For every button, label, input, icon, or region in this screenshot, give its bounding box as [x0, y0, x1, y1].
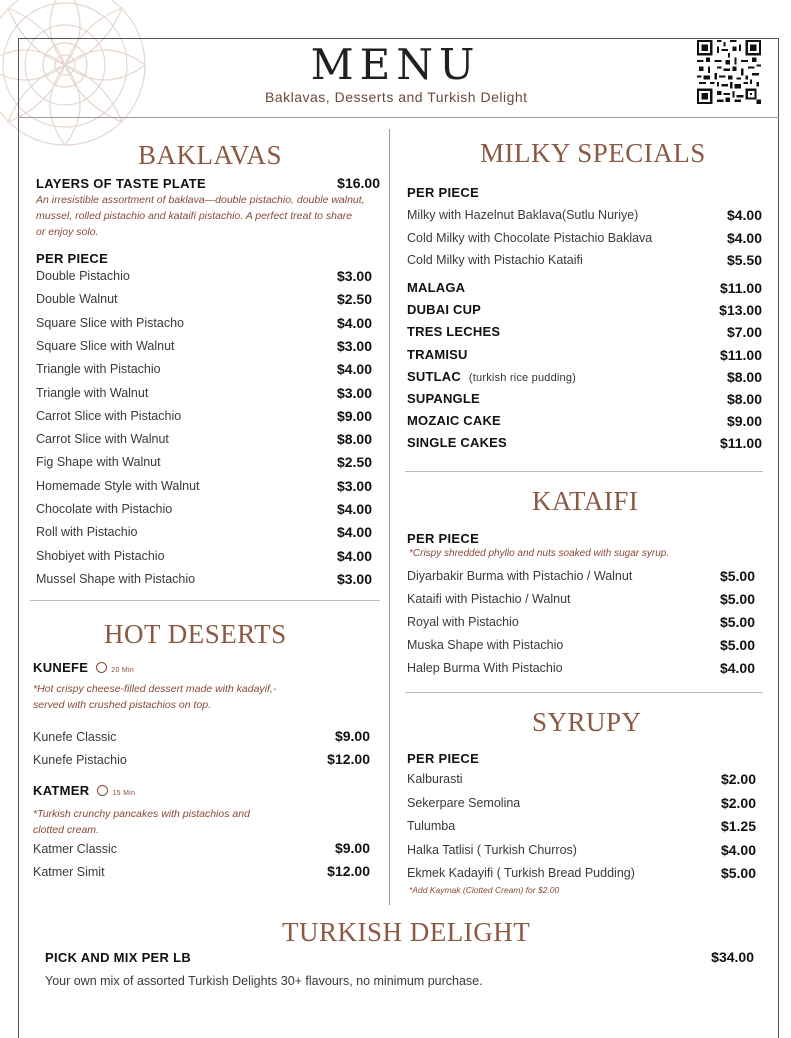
pick-and-mix-desc: Your own mix of assorted Turkish Delights 30+ flavours, no minimum purchase.	[45, 974, 483, 988]
milky-special-item-label: DUBAI CUP	[407, 302, 482, 318]
kataifi-item-name	[407, 638, 563, 652]
milky-special-item-price: $8.00	[726, 391, 762, 407]
timer-icon	[96, 662, 107, 673]
baklava-item-price: $3.00	[336, 268, 372, 284]
baklava-item-price: $2.50	[336, 454, 372, 471]
baklava-item-label: Shobiyet with Pistachio	[36, 548, 165, 563]
syrupy-item-price: $1.25	[720, 818, 756, 834]
hot-deserts-title: HOT DESERTS	[104, 619, 287, 649]
kataifi-item-name	[407, 615, 519, 629]
syrupy-item-name	[407, 843, 577, 857]
baklava-item-name	[36, 409, 181, 423]
kataifi-item-price: $5.00	[719, 614, 755, 630]
kataifi-title: KATAIFI	[532, 486, 639, 516]
qr-code-icon[interactable]	[697, 40, 761, 104]
katmer-simit-price: $12.00	[327, 863, 370, 879]
milky-special-item-price: $9.00	[726, 413, 762, 430]
katmer-heading: KATMER 15 Min	[33, 783, 136, 798]
kataifi-item-price: $4.00	[719, 660, 755, 676]
syrupy-item-name	[407, 819, 455, 833]
baklava-item-price: $4.00	[336, 314, 372, 331]
baklava-item-label: Square Slice with Walnut	[36, 338, 175, 353]
menu-title: MENU	[310, 40, 481, 89]
baklavas-title: BAKLAVAS	[138, 140, 283, 170]
syrupy-item-name	[407, 772, 463, 786]
baklava-item-name	[36, 572, 195, 586]
kunefe-pistachio: Kunefe Pistachio	[33, 753, 127, 767]
baklava-item-name	[36, 316, 184, 330]
baklava-item-label: Roll with Pistachio	[36, 525, 138, 540]
kataifi-item-label: Royal with Pistachio	[407, 615, 519, 629]
baklava-item-name	[36, 502, 172, 516]
milky-special-item-price: $11.00	[719, 280, 762, 296]
column-divider	[389, 129, 390, 905]
baklava-item-name	[36, 525, 137, 539]
syrupy-item-name	[407, 796, 520, 810]
milky-special-item-name	[407, 413, 501, 428]
baklava-item-label: Chocolate with Pistachio	[36, 502, 173, 516]
kataifi-per-piece: PER PIECE	[407, 531, 480, 546]
baklava-item-price: $2.50	[336, 291, 372, 308]
milky-item-price: $5.50	[726, 252, 762, 268]
syrupy-item-price: $2.00	[720, 794, 756, 811]
baklava-item-price: $4.00	[336, 547, 372, 564]
layers-plate-desc: An irresistible assortment of baklava—double pistachio, double walnut, mussel, rolled pistachio and kataifi pistachio. A perfect treat to share or enjoy solo.	[36, 194, 365, 238]
kataifi-item-name	[407, 661, 563, 675]
baklava-item-name	[36, 339, 175, 353]
baklava-item-price: $3.00	[336, 570, 372, 587]
kataifi-desc: *Crispy shredded phyllo and nuts soaked with sugar syrup.	[409, 548, 670, 559]
milky-item-price: $4.00	[726, 207, 762, 223]
milky-item-label: Cold Milky with Pistachio Kataifi	[407, 253, 583, 267]
milky-special-item-name	[407, 347, 468, 362]
kataifi-item-label: Kataifi with Pistachio / Walnut	[407, 592, 571, 606]
syrupy-item-label: Tulumba	[407, 819, 456, 833]
layers-plate-name: LAYERS OF TASTE PLATE	[36, 176, 207, 191]
milky-specials-title: MILKY SPECIALS	[480, 138, 706, 168]
kataifi-item-label: Muska Shape with Pistachio	[407, 638, 564, 652]
katmer-simit: Katmer Simit	[33, 865, 105, 879]
baklava-item-price: $3.00	[336, 477, 372, 494]
baklava-item-label: Fig Shape with Walnut	[36, 455, 161, 470]
kunefe-desc: *Hot crispy cheese-filled dessert made with kadayif,- served with crushed pistachios on top.	[33, 683, 277, 711]
milky-item-name	[407, 231, 652, 245]
header-divider	[18, 117, 779, 118]
kunefe-heading: KUNEFE 20 Min	[33, 660, 135, 675]
milky-special-item-price: $11.00	[719, 435, 762, 452]
milky-special-item-name	[407, 302, 481, 317]
syrupy-item-price: $2.00	[720, 771, 756, 787]
baklava-item-name	[36, 269, 130, 283]
milky-special-item-label: SUPANGLE	[407, 391, 480, 406]
baklava-item-name	[36, 362, 161, 376]
kataifi-item-label: Halep Burma With Pistachio	[407, 661, 563, 675]
kataifi-item-price: $5.00	[719, 591, 755, 607]
kataifi-item-price: $5.00	[719, 568, 755, 584]
kunefe-pistachio-price: $12.00	[327, 751, 370, 767]
kataifi-item-name	[407, 569, 632, 583]
baklava-item-name	[36, 292, 118, 306]
kataifi-item-name	[407, 592, 571, 606]
baklava-item-price: $9.00	[336, 407, 372, 424]
baklava-item-label: Triangle with Pistachio	[36, 362, 161, 377]
milky-special-item-label: SINGLE CAKES	[407, 435, 507, 451]
milky-special-item-name	[407, 324, 500, 339]
baklava-item-name	[36, 549, 165, 563]
baklava-item-name	[36, 432, 169, 446]
baklava-item-label: Carrot Slice with Walnut	[36, 432, 169, 447]
milky-special-item-label: MALAGA	[407, 280, 466, 295]
milky-special-item-price: $11.00	[719, 346, 762, 363]
baklava-item-price: $8.00	[336, 431, 372, 448]
left-divider	[30, 600, 380, 601]
kunefe-classic: Kunefe Classic	[33, 730, 117, 744]
milky-special-item-label: SUTLAC	[407, 368, 461, 384]
menu-subtitle: Baklavas, Desserts and Turkish Delight	[265, 89, 528, 105]
milky-per-piece: PER PIECE	[407, 185, 480, 200]
milky-special-item-name	[407, 369, 576, 384]
baklava-item-label: Square Slice with Pistacho	[36, 315, 184, 330]
milky-special-item-name	[407, 280, 465, 295]
milky-item-name	[407, 208, 638, 222]
syrupy-item-label: Sekerpare Semolina	[407, 795, 521, 810]
katmer-classic: Katmer Classic	[33, 842, 118, 856]
baklava-item-price: $4.00	[336, 524, 372, 541]
kataifi-item-label: Diyarbakir Burma with Pistachio / Walnut	[407, 569, 633, 583]
baklava-item-name	[36, 479, 200, 493]
kaymak-note: *Add Kaymak (Clotted Cream) for $2.00	[409, 885, 560, 895]
syrupy-item-label: Halka Tatlisi ( Turkish Churros)	[407, 842, 577, 857]
milky-special-item-name	[407, 435, 507, 450]
baklava-item-label: Triangle with Walnut	[36, 385, 149, 400]
milky-special-item-label: TRAMISU	[407, 346, 468, 362]
kunefe-classic-price: $9.00	[334, 728, 370, 744]
milky-item-name	[407, 253, 583, 267]
syrupy-item-price: $4.00	[720, 841, 756, 858]
layers-plate-price: $16.00	[337, 175, 380, 191]
baklava-item-label: Double Pistachio	[36, 269, 130, 283]
pick-and-mix-price: $34.00	[711, 949, 754, 965]
syrupy-item-label: Kalburasti	[407, 772, 463, 786]
baklava-item-price: $4.00	[336, 361, 372, 378]
syrupy-item-price: $5.00	[720, 865, 756, 881]
katmer-desc: *Turkish crunchy pancakes with pistachios and clotted cream.	[33, 808, 250, 836]
kataifi-item-price: $5.00	[719, 637, 755, 653]
milky-divider	[405, 471, 763, 472]
baklava-item-name	[36, 386, 148, 400]
milky-special-item-price: $8.00	[726, 368, 762, 385]
kataifi-divider	[405, 692, 763, 693]
baklavas-per-piece: PER PIECE	[36, 251, 109, 266]
baklava-item-price: $4.00	[336, 501, 372, 517]
milky-special-item-price: $7.00	[726, 324, 762, 341]
turkish-delight-title: TURKISH DELIGHT	[282, 917, 531, 947]
milky-special-item-name	[407, 391, 480, 406]
baklava-item-name	[36, 455, 161, 469]
milky-special-item-price: $13.00	[719, 302, 762, 319]
milky-item-label: Milky with Hazelnut Baklava(Sutlu Nuriye)	[407, 208, 639, 222]
milky-special-item-label: MOZAIC CAKE	[407, 413, 501, 429]
pick-and-mix-name: PICK AND MIX PER LB	[45, 950, 192, 965]
milky-item-price: $4.00	[726, 229, 762, 246]
syrupy-title: SYRUPY	[532, 707, 642, 737]
syrupy-item-name	[407, 866, 635, 880]
syrupy-item-label: Ekmek Kadayifi ( Turkish Bread Pudding)	[407, 866, 635, 880]
baklava-item-price: $3.00	[336, 384, 372, 401]
milky-special-item-note: (turkish rice pudding)	[468, 371, 577, 384]
milky-item-label: Cold Milky with Chocolate Pistachio Baklava	[407, 230, 653, 245]
syrupy-per-piece: PER PIECE	[407, 751, 480, 766]
baklava-item-price: $3.00	[336, 337, 372, 354]
milky-special-item-label: TRES LECHES	[407, 324, 501, 340]
timer-icon	[97, 785, 108, 796]
katmer-classic-price: $9.00	[334, 840, 370, 856]
baklava-item-label: Homemade Style with Walnut	[36, 478, 200, 493]
baklava-item-label: Mussel Shape with Pistachio	[36, 571, 196, 586]
baklava-item-label: Double Walnut	[36, 292, 118, 307]
baklava-item-label: Carrot Slice with Pistachio	[36, 408, 182, 423]
